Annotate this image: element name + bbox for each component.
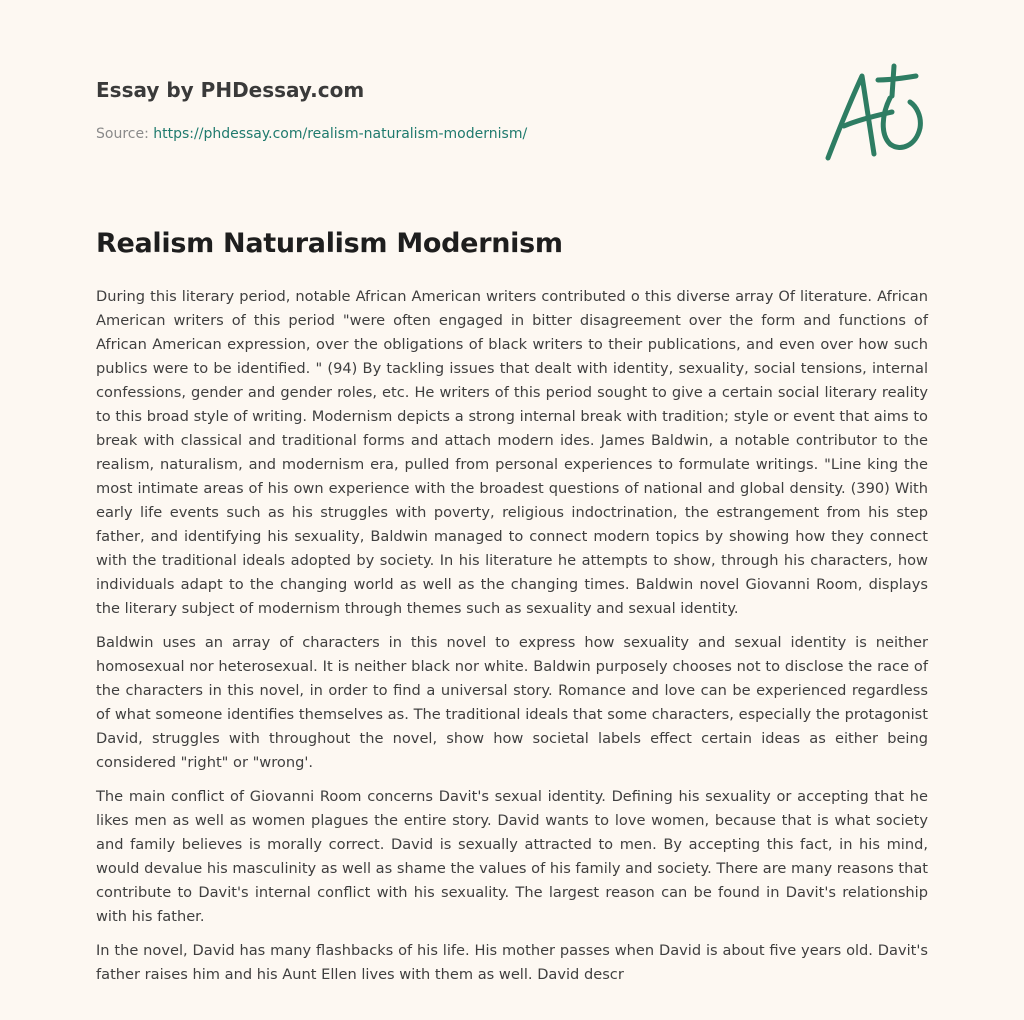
essay-title: Realism Naturalism Modernism bbox=[96, 228, 563, 259]
essay-paragraph: Baldwin uses an array of characters in this novel to express how sexuality and sexual identity is neither homosexual nor heterosexual. It is neither black nor white. Baldwin purposely chooses not to disclose the race of the characters in this novel, in order to find a universal story. Romance and love can be experienced regardless of what someone identifies themselves as. The traditional ideals that some characters, especially the protagonist David, struggles with throughout the novel, show how societal labels effect certain ideas as either being considered "right" or "wrong'. bbox=[96, 634, 928, 771]
source-link[interactable]: https://phdessay.com/realism-naturalism-modernism/ bbox=[153, 126, 528, 142]
source-label: Source: bbox=[96, 126, 149, 142]
site-title: Essay by PHDessay.com bbox=[96, 78, 365, 102]
essay-body bbox=[96, 285, 928, 997]
essay-paragraph: During this literary period, notable African American writers contributed o this diverse array Of literature. African American writers of this period "were often engaged in bitter disagreement over the form and functions of African American expression, over the obligations of black writers to their publications, and even over how such publics were to be identified. " (94) By tackling issues that dealt with identity, sexuality, social tensions, internal confessions, gender and gender roles, etc. He writers of this period sought to give a certain social literary reality to this broad style of writing. Modernism depicts a strong internal break with tradition; style or event that aims to break with classical and traditional forms and attach modern ides. James Baldwin, a notable contributor to the realism, naturalism, and modernism era, pulled from personal experiences to formulate writings. "Line king the most intimate areas of his own experience with the broadest questions of national and global density. (390) With early life events such as his struggles with poverty, religious indoctrination, the estrangement from his step father, and identifying his sexuality, Baldwin managed to connect modern topics by showing how they connect with the traditional ideals adopted by society. In his literature he attempts to show, through his characters, how individuals adapt to the changing world as well as the changing times. Baldwin novel Giovanni Room, displays the literary subject of modernism through themes such as sexuality and sexual identity. bbox=[96, 288, 928, 617]
page-header bbox=[96, 74, 776, 144]
essay-paragraph: The main conflict of Giovanni Room concerns Davit's sexual identity. Defining his sexuality or accepting that he likes men as well as women plagues the entire story. David wants to love women, because that is what society and family believes is morally correct. David is sexually attracted to men. By accepting this fact, in his mind, would devalue his masculinity as well as shame the values of his family and society. There are many reasons that contribute to Davit's internal conflict with his sexuality. The largest reason can be found in Davit's relationship with his father. bbox=[96, 788, 928, 925]
essay-paragraph: In the novel, David has many flashbacks of his life. His mother passes when David is about five years old. Davit's father raises him and his Aunt Ellen lives with them as well. David descr bbox=[96, 942, 928, 983]
source-line bbox=[96, 124, 776, 144]
a-plus-grade-icon bbox=[818, 62, 930, 166]
